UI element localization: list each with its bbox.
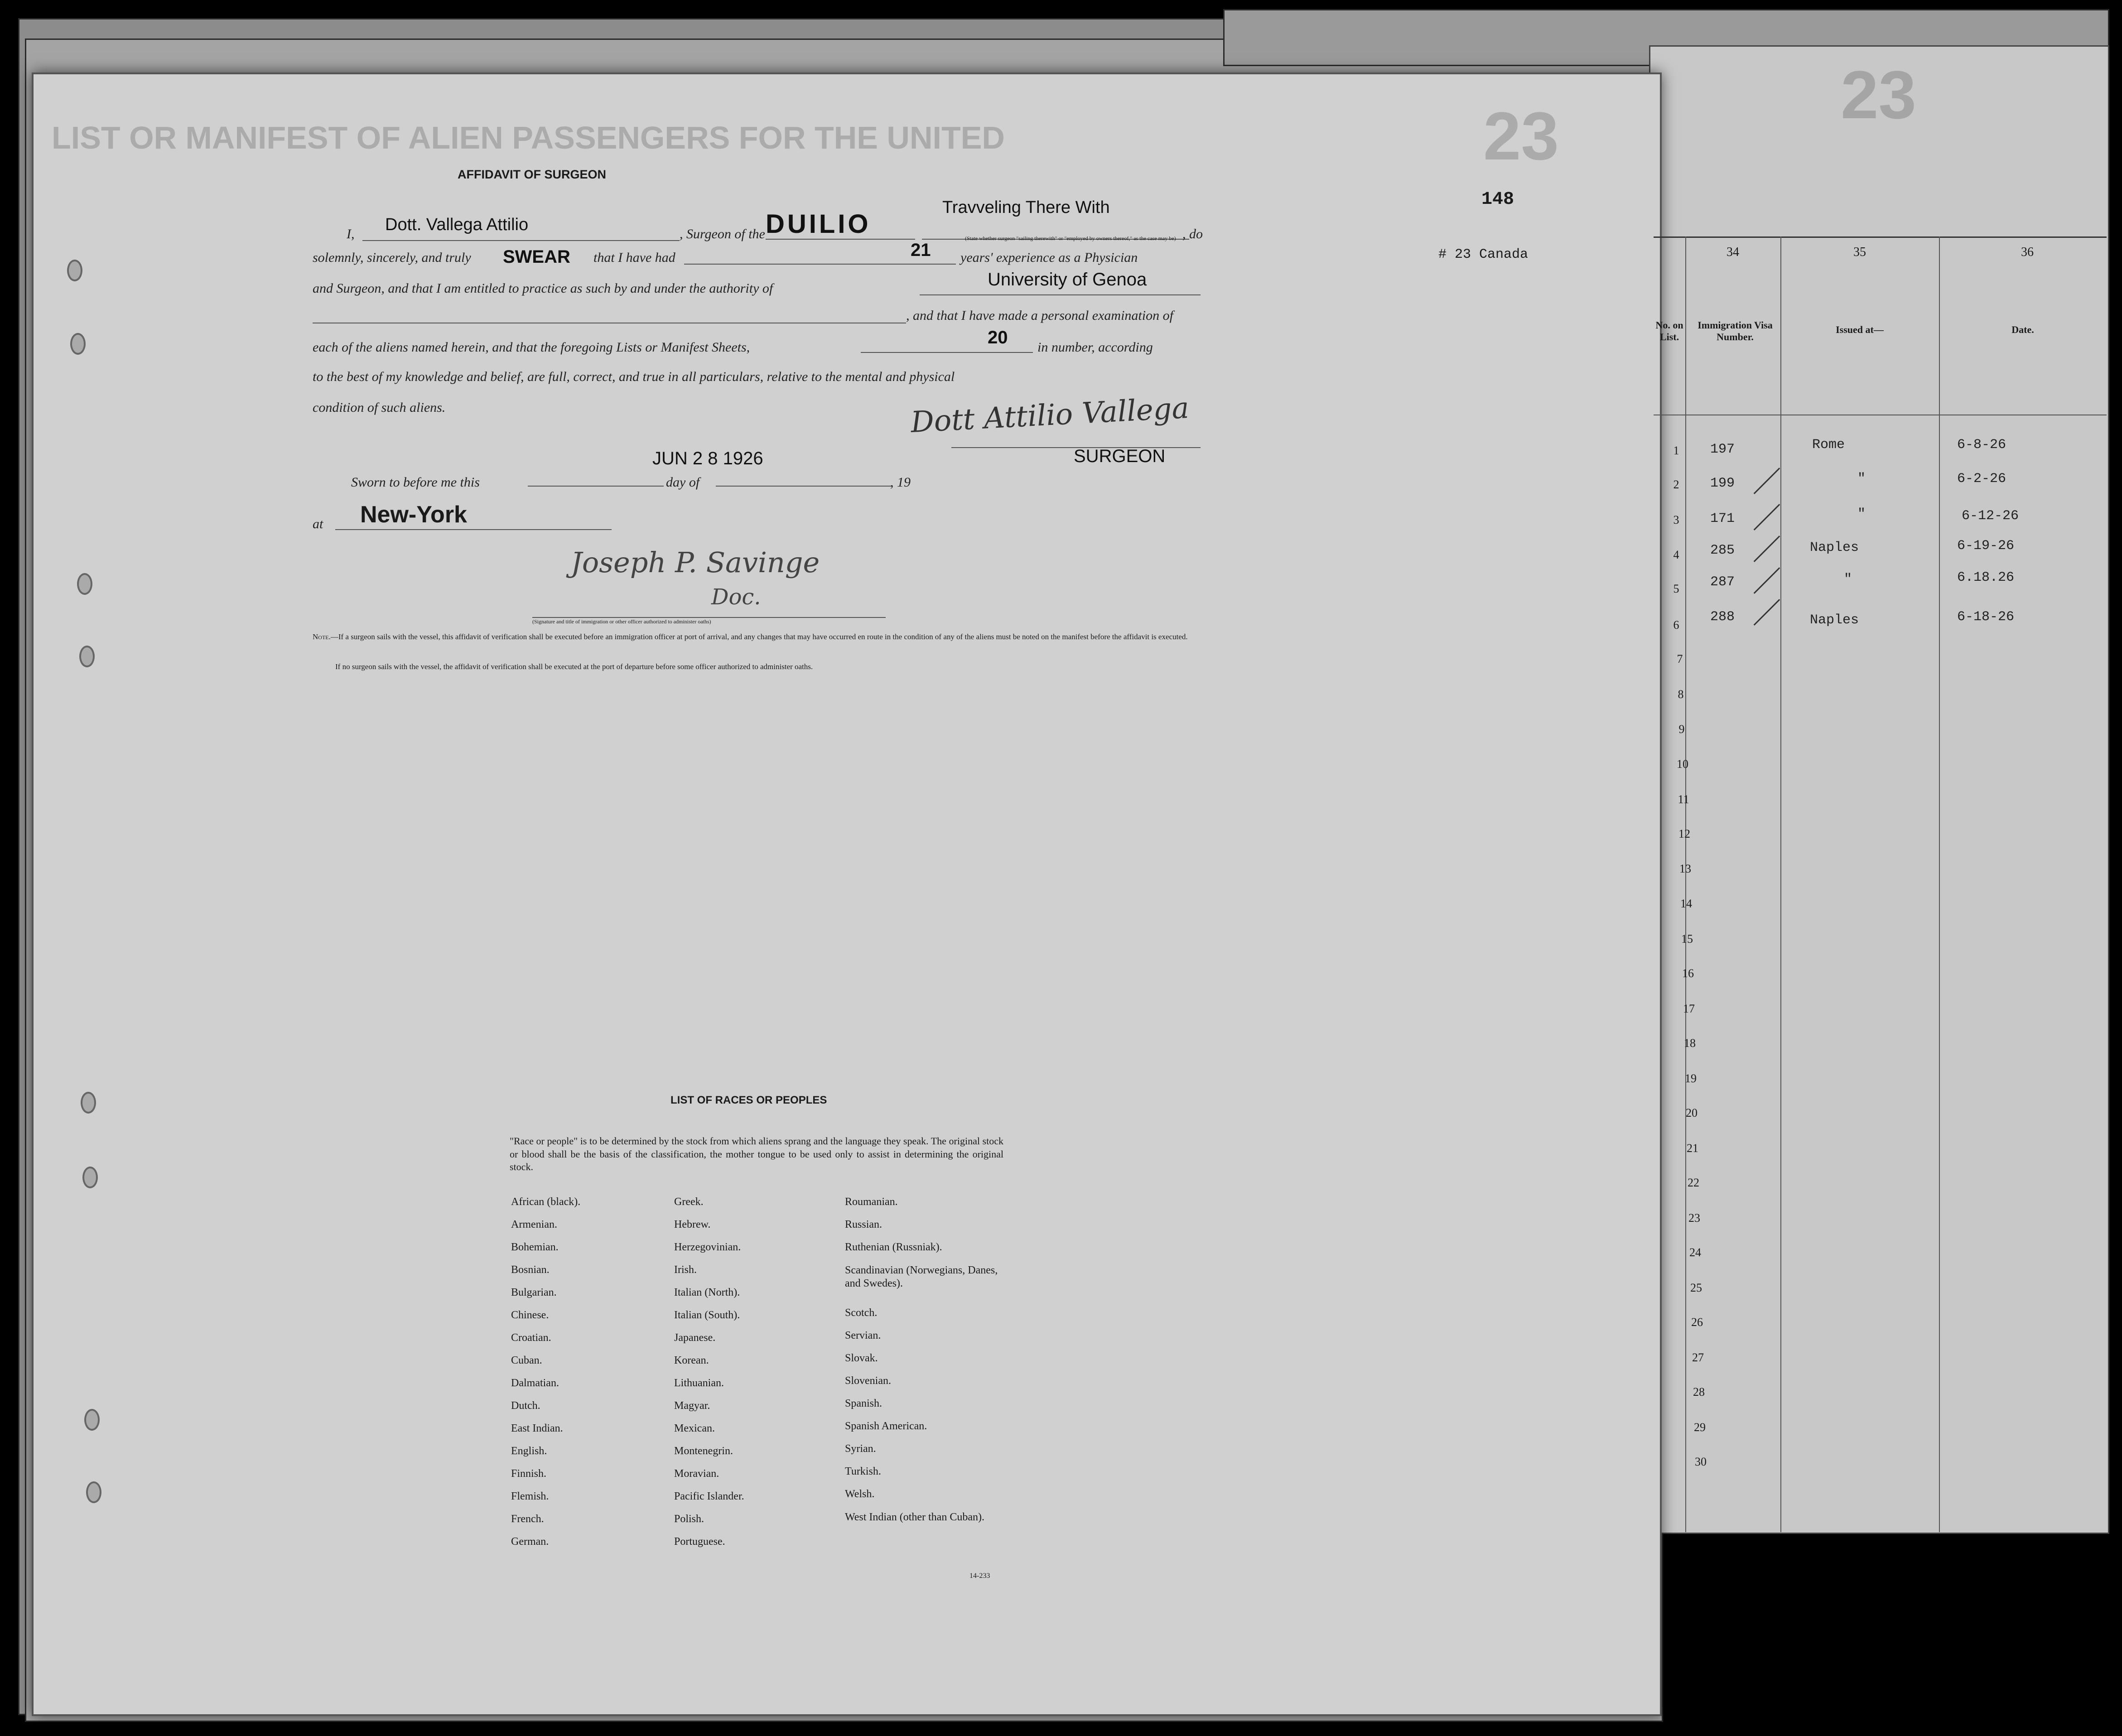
sheet-number: 148	[1481, 189, 1514, 210]
visa-number: 287	[1710, 574, 1735, 590]
sworn-day-field	[528, 467, 664, 487]
race-item: Magyar.	[674, 1400, 710, 1412]
row-number: 6	[1673, 618, 1679, 632]
row-number: 22	[1688, 1176, 1699, 1189]
race-item: Spanish.	[845, 1398, 883, 1409]
swear: SWEAR	[503, 247, 570, 267]
day-of: day of	[666, 475, 700, 490]
authority-value: University of Genoa	[988, 270, 1147, 289]
note-2: If no surgeon sails with the vessel, the affidavit of verification shall be executed at the port of departure before some officer authorized to administer oaths.	[335, 662, 813, 671]
surgeon-of: , Surgeon of the	[680, 227, 765, 241]
row-number: 16	[1682, 967, 1694, 980]
binder-hole	[86, 1481, 101, 1503]
row-number: 5	[1673, 582, 1679, 595]
row-number: 26	[1691, 1316, 1703, 1329]
race-item: West Indian (other than Cuban).	[845, 1511, 984, 1523]
race-item: Armenian.	[511, 1219, 557, 1230]
race-item: Irish.	[674, 1264, 697, 1276]
officer-signature: Joseph P. Savinge	[571, 546, 820, 579]
line7: condition of such aliens.	[313, 400, 446, 415]
visa-date: 6-18-26	[1957, 609, 2015, 625]
row-number: 18	[1684, 1037, 1696, 1050]
row-number: 7	[1677, 652, 1683, 665]
races-col-2	[674, 1196, 810, 1558]
status-note: (State whether surgeon "sailing therewith" or "employed by owners thereof," as the case may be)	[965, 235, 1176, 241]
header-visa-number: Immigration Visa Number.	[1698, 319, 1773, 343]
race-item: German.	[511, 1536, 549, 1548]
form-code: 14-233	[969, 1572, 990, 1580]
sworn-prefix: Sworn to before me this	[351, 475, 480, 490]
col-number-35: 35	[1853, 245, 1866, 259]
issued-at: Naples	[1810, 612, 1859, 628]
travel-status: Travveling There With	[942, 198, 1110, 217]
binder-hole	[84, 1409, 100, 1431]
officer-line	[532, 616, 886, 618]
binder-hole	[77, 573, 92, 595]
race-item: Montenegrin.	[674, 1445, 733, 1457]
row-number: 4	[1673, 548, 1679, 561]
race-item: Bulgarian.	[511, 1287, 557, 1298]
ghost-number-left: 23	[1483, 98, 1559, 174]
stamp-date: JUN 2 8 1926	[652, 448, 763, 468]
ship-name: DUILIO	[766, 209, 871, 239]
table-top-rule	[1654, 236, 2107, 238]
race-item: Mexican.	[674, 1423, 715, 1434]
surgeon-label: SURGEON	[1074, 446, 1166, 466]
race-item: Spanish American.	[845, 1420, 927, 1432]
race-item: Scandinavian (Norwegians, Danes, and Swedes).	[845, 1264, 998, 1289]
authority-field	[920, 270, 1201, 295]
binder-hole	[79, 646, 95, 667]
row-number: 21	[1687, 1142, 1698, 1155]
race-item: Servian.	[845, 1330, 881, 1341]
sheets-value: 20	[988, 328, 1008, 347]
issued-at: Naples	[1810, 540, 1859, 555]
race-item: Bohemian.	[511, 1241, 559, 1253]
line1-prefix: I,	[347, 227, 355, 241]
row-number: 12	[1678, 827, 1690, 840]
officer-sub: Doc.	[711, 584, 761, 610]
at-label: at	[313, 516, 323, 531]
visa-number: 199	[1710, 476, 1735, 491]
note-text: —If a surgeon sails with the vessel, this affidavit of verification shall be executed before an immigration officer at port of arrival, and any changes that may have occurred en route in the condition of any of the aliens must be noted on the manifest before the affidavit is executed.	[330, 632, 1188, 641]
visa-number: 171	[1710, 511, 1735, 526]
row-number: 9	[1678, 723, 1685, 736]
row-number: 28	[1693, 1385, 1705, 1398]
row-number: 15	[1681, 932, 1693, 945]
row-number: 20	[1686, 1106, 1698, 1119]
row-number: 30	[1695, 1455, 1707, 1468]
issued-at: "	[1844, 572, 1852, 587]
race-item: Polish.	[674, 1513, 704, 1525]
race-item: Russian.	[845, 1219, 883, 1230]
binder-hole	[82, 1167, 98, 1188]
race-item: Herzegovinian.	[674, 1241, 741, 1253]
race-item: Turkish.	[845, 1466, 881, 1477]
race-item: Dalmatian.	[511, 1377, 559, 1389]
line5-prefix: each of the aliens named herein, and that the foregoing Lists or Manifest Sheets,	[313, 340, 750, 355]
line2-mid: that I have had	[593, 250, 675, 265]
line5-suffix: in number, according	[1037, 340, 1153, 355]
visa-date: 6-2-26	[1957, 471, 2006, 487]
races-col-1	[511, 1196, 647, 1558]
row-number: 2	[1673, 478, 1679, 491]
do-text: , do	[1182, 227, 1203, 241]
races-intro: "Race or people" is to be determined by the stock from which aliens sprang and the language they speak. The original stock or blood shall be the basis of the classification, the mother tongue to be used only to assist in determining the original stock.	[510, 1135, 1003, 1173]
col-number-36: 36	[2021, 245, 2034, 259]
issued-at: "	[1857, 506, 1866, 522]
visa-number: 288	[1710, 609, 1735, 625]
place-value: New-York	[360, 502, 467, 528]
visa-number: 285	[1710, 543, 1735, 558]
sheets-field	[861, 328, 1033, 353]
row-number: 25	[1690, 1281, 1702, 1294]
ghost-number: 23	[1841, 57, 1916, 133]
row-number: 13	[1679, 862, 1691, 875]
race-item: Korean.	[674, 1355, 709, 1366]
visa-date: 6-8-26	[1957, 437, 2006, 453]
issued-at: "	[1857, 471, 1866, 487]
issued-at: Rome	[1812, 437, 1845, 453]
race-item: Scotch.	[845, 1307, 878, 1319]
surgeon-name-field	[362, 215, 680, 241]
race-item: English.	[511, 1445, 547, 1457]
race-item: Italian (South).	[674, 1309, 740, 1321]
col-rule	[1685, 236, 1686, 1532]
race-item: Lithuanian.	[674, 1377, 724, 1389]
binder-hole	[70, 333, 86, 355]
col-rule	[1939, 236, 1940, 1532]
race-item: Italian (North).	[674, 1287, 740, 1298]
race-item: Pacific Islander.	[674, 1490, 744, 1502]
race-item: East Indian.	[511, 1423, 563, 1434]
years-value: 21	[911, 240, 931, 260]
race-item: Croatian.	[511, 1332, 551, 1344]
row-number: 14	[1680, 897, 1692, 910]
header-no-on-list: No. on List.	[1655, 319, 1683, 343]
race-item: Japanese.	[674, 1332, 716, 1344]
col-rule	[1780, 236, 1781, 1532]
race-item: Slovenian.	[845, 1375, 891, 1387]
row-number: 17	[1683, 1002, 1695, 1015]
visa-table	[1654, 231, 2107, 1531]
race-item: African (black).	[511, 1196, 581, 1208]
header-date: Date.	[2011, 324, 2034, 335]
row-number: 29	[1694, 1421, 1706, 1434]
race-item: Dutch.	[511, 1400, 540, 1412]
line2-prefix: solemnly, sincerely, and truly	[313, 250, 471, 265]
line3-prefix: and Surgeon, and that I am entitled to practice as such by and under the authority of	[313, 281, 773, 296]
race-item: Chinese.	[511, 1309, 549, 1321]
row-number: 10	[1677, 757, 1688, 771]
races-title: LIST OF RACES OR PEOPLES	[670, 1094, 827, 1106]
ghost-header: LIST OR MANIFEST OF ALIEN PASSENGERS FOR THE UNITED	[52, 120, 1005, 155]
race-item: Finnish.	[511, 1468, 547, 1480]
affidavit-title: AFFIDAVIT OF SURGEON	[458, 168, 606, 181]
surgeon-name: Dott. Vallega Attilio	[385, 215, 529, 234]
race-item: Greek.	[674, 1196, 704, 1208]
binder-hole	[67, 260, 82, 281]
header-issued-at: Issued at—	[1836, 324, 1884, 335]
race-item: Hebrew.	[674, 1219, 711, 1230]
row-number: 24	[1689, 1246, 1701, 1259]
row-number: 8	[1678, 688, 1684, 701]
group-note: # 23 Canada	[1438, 247, 1529, 262]
race-item: French.	[511, 1513, 544, 1525]
note-label: Note.	[313, 632, 331, 641]
row-number: 19	[1685, 1072, 1697, 1085]
race-item: Syrian.	[845, 1443, 876, 1455]
ship-field	[766, 211, 915, 240]
authority-field-2	[313, 304, 906, 323]
binder-hole	[81, 1092, 96, 1114]
note	[313, 632, 1210, 641]
visa-date: 6-19-26	[1957, 538, 2015, 554]
place-field	[335, 503, 612, 530]
race-item: Portuguese.	[674, 1536, 725, 1548]
race-item: Roumanian.	[845, 1196, 898, 1208]
row-number: 27	[1692, 1351, 1704, 1364]
years-field	[684, 240, 956, 265]
race-item: Moravian.	[674, 1468, 719, 1480]
race-item: Slovak.	[845, 1352, 878, 1364]
race-item: Cuban.	[511, 1355, 542, 1366]
visa-date: 6.18.26	[1957, 570, 2015, 585]
race-item: Bosnian.	[511, 1264, 550, 1276]
row-number: 3	[1673, 513, 1679, 526]
race-item: Ruthenian (Russniak).	[845, 1241, 942, 1253]
line6: to the best of my knowledge and belief, are full, correct, and true in all particulars, relative to the mental and physical	[313, 369, 955, 384]
officer-caption: (Signature and title of immigration or other officer authorized to administer oaths)	[532, 618, 711, 625]
line2-suffix: years' experience as a Physician	[960, 250, 1138, 265]
row-number: 23	[1688, 1211, 1700, 1225]
visa-number: 197	[1710, 442, 1735, 457]
race-item: Flemish.	[511, 1490, 549, 1502]
line4: , and that I have made a personal examination of	[906, 308, 1173, 323]
row-number: 11	[1678, 793, 1689, 806]
col-number-34: 34	[1727, 245, 1739, 259]
sworn-month-field	[716, 467, 892, 487]
race-item: Welsh.	[845, 1488, 875, 1500]
surgeon-signature: Dott Attilio Vallega	[910, 391, 1190, 440]
visa-date: 6-12-26	[1962, 508, 2019, 524]
row-number: 1	[1673, 444, 1679, 457]
year-prefix: , 19	[890, 475, 911, 490]
races-col-3	[845, 1196, 1008, 1547]
